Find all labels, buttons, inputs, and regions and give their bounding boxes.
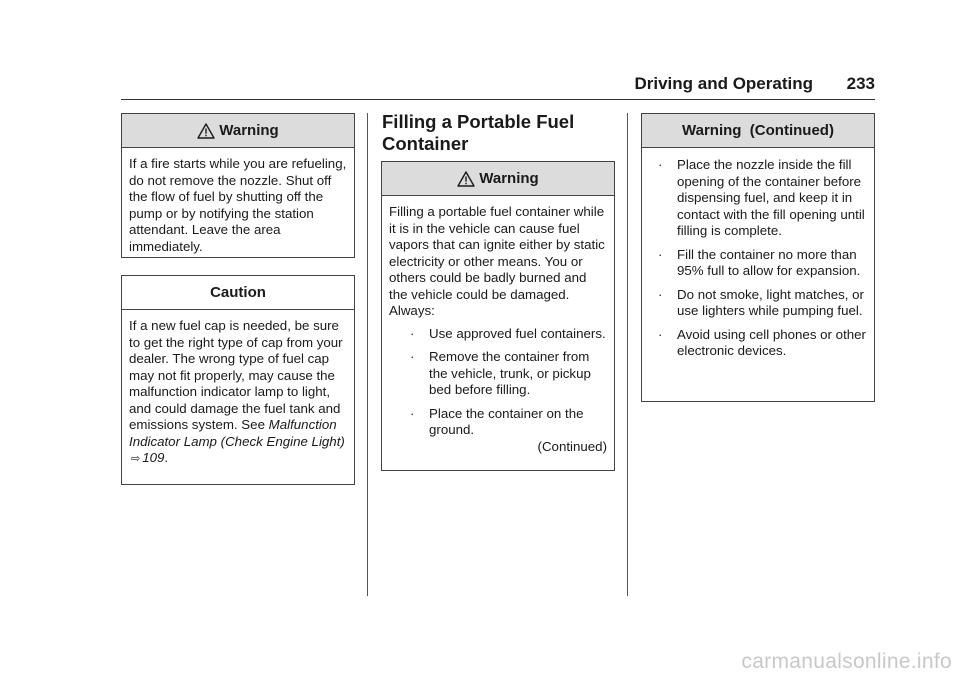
bullet-icon: · xyxy=(410,349,415,364)
warning-title: Warning xyxy=(479,170,539,187)
page-header xyxy=(121,70,875,100)
warning-continued-title: Warning (Continued) xyxy=(682,122,834,139)
bullet-icon: · xyxy=(410,325,415,341)
warning-intro-text: Filling a portable fuel container while it is in the vehicle can cause fuel vapors that can ignite either by static electricity or other means. You or others could be badly burned and the vehicle could be damaged. Always: xyxy=(389,204,605,318)
caution-text: If a new fuel cap is needed, be sure to get the right type of cap from your dealer. The wrong type of fuel cap may not fit properly, may cause the malfunction indicator lamp to light, and could damage the fuel tank and emissions system. See Malfunction Indicator Lamp (Check Engine Light) ⇨ 109. xyxy=(129,318,345,465)
warning-bullet-list xyxy=(389,326,607,439)
bullet-icon: · xyxy=(658,286,663,302)
list-item: · Avoid using cell phones or other electronic devices. xyxy=(658,326,866,358)
list-item: · Fill the container no more than 95% full to allow for expansion. xyxy=(658,246,861,278)
header-page-number: 233 xyxy=(846,74,875,93)
continued-label: (Continued) xyxy=(537,438,607,454)
warning-header xyxy=(382,162,614,196)
warning-title: Warning xyxy=(219,122,279,139)
list-item: · Place the nozzle inside the fill opening of the container before dispensing fuel, and keep it in contact with the fill opening until filling is complete. xyxy=(658,157,865,238)
bullet-icon: · xyxy=(658,246,663,262)
bullet-icon: · xyxy=(410,405,415,421)
column-divider-right xyxy=(627,113,628,596)
caution-title: Caution xyxy=(210,284,266,301)
warning-continued-bullet-list xyxy=(649,157,867,360)
bullet-icon: · xyxy=(658,157,663,172)
reference-page-number[interactable]: 109 xyxy=(142,450,165,465)
column-divider-left xyxy=(367,113,368,596)
list-item: · Place the container on the ground. xyxy=(410,405,584,437)
warning-continued-box xyxy=(641,113,875,402)
caution-header xyxy=(122,276,354,310)
bullet-icon: · xyxy=(658,326,663,342)
warning-icon xyxy=(197,123,215,139)
list-item: · Use approved fuel containers. xyxy=(410,325,606,341)
watermark: carmanualsonline.info xyxy=(741,650,952,673)
page-reference-icon: ⇨ xyxy=(131,453,141,465)
fire-warning-text: If a fire starts while you are refueling, do not remove the nozzle. Shut off the flow of fuel by shutting off the pump or by notifying the station attendant. Leave the area immediately. xyxy=(129,156,347,254)
warning-header xyxy=(122,114,354,148)
list-item: · Remove the container from the vehicle, trunk, or pickup bed before filling. xyxy=(410,349,591,397)
section-title: Filling a Portable Fuel Container xyxy=(382,111,575,154)
list-item: · Do not smoke, light matches, or use lighters while pumping fuel. xyxy=(658,286,864,318)
malfunction-lamp-reference[interactable]: Malfunction Indicator Lamp (Check Engine Light) xyxy=(129,417,345,449)
warning-icon xyxy=(457,171,475,187)
fire-warning-box xyxy=(121,113,355,258)
warning-continued-header xyxy=(642,114,874,148)
portable-container-warning-box xyxy=(381,161,615,471)
fuel-cap-caution-box xyxy=(121,275,355,485)
header-section-title: Driving and Operating xyxy=(634,74,813,93)
